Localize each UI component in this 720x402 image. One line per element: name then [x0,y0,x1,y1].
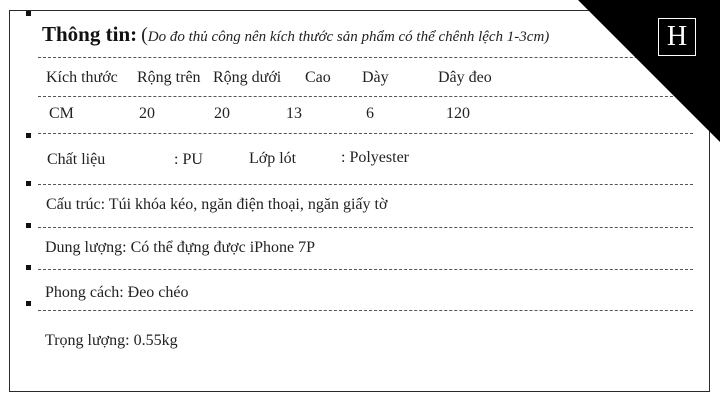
bullet [26,181,31,186]
style-text: Phong cách: Đeo chéo [45,284,189,301]
structure-text: Cấu trúc: Túi khóa kéo, ngăn điện thoại, ngăn giấy tờ [46,196,388,213]
brand-logo: H [658,18,696,56]
size-header-depth: Dày [362,69,389,86]
divider [38,310,693,311]
divider [38,227,693,228]
title-paren: ( [141,24,148,46]
weight-text: Trọng lượng: 0.55kg [45,332,178,349]
bullet [26,223,31,228]
bullet [26,265,31,270]
bullet [26,133,31,138]
size-value-strap: 120 [446,105,470,122]
brand-corner [578,0,720,142]
material-value: : PU [174,151,203,168]
lining-value: : Polyester [341,149,409,166]
title-label: Thông tin: [42,22,138,46]
bullet [26,301,31,306]
title-note: Do đo thủ công nên kích thước sản phẩm có thể chênh lệch 1-3cm) [147,29,550,45]
size-value-unit: CM [49,105,74,122]
size-header-height: Cao [305,69,331,86]
capacity-text: Dung lượng: Có thể đựng được iPhone 7P [45,239,316,256]
divider [38,269,693,270]
size-header-top-width: Rộng trên [137,69,201,86]
lining-label: Lớp lót [249,150,297,167]
divider [38,184,693,185]
size-header-bottom-width: Rộng dưới [213,69,282,86]
size-header-strap: Dây đeo [438,69,492,86]
size-value-height: 13 [286,105,302,122]
size-value-top-width: 20 [139,105,155,122]
size-value-bottom-width: 20 [214,105,230,122]
size-header-dimension: Kích thước [46,69,118,86]
material-label: Chất liệu [47,151,106,168]
page-title [42,21,549,50]
bullet [26,11,31,16]
size-value-depth: 6 [366,105,374,122]
